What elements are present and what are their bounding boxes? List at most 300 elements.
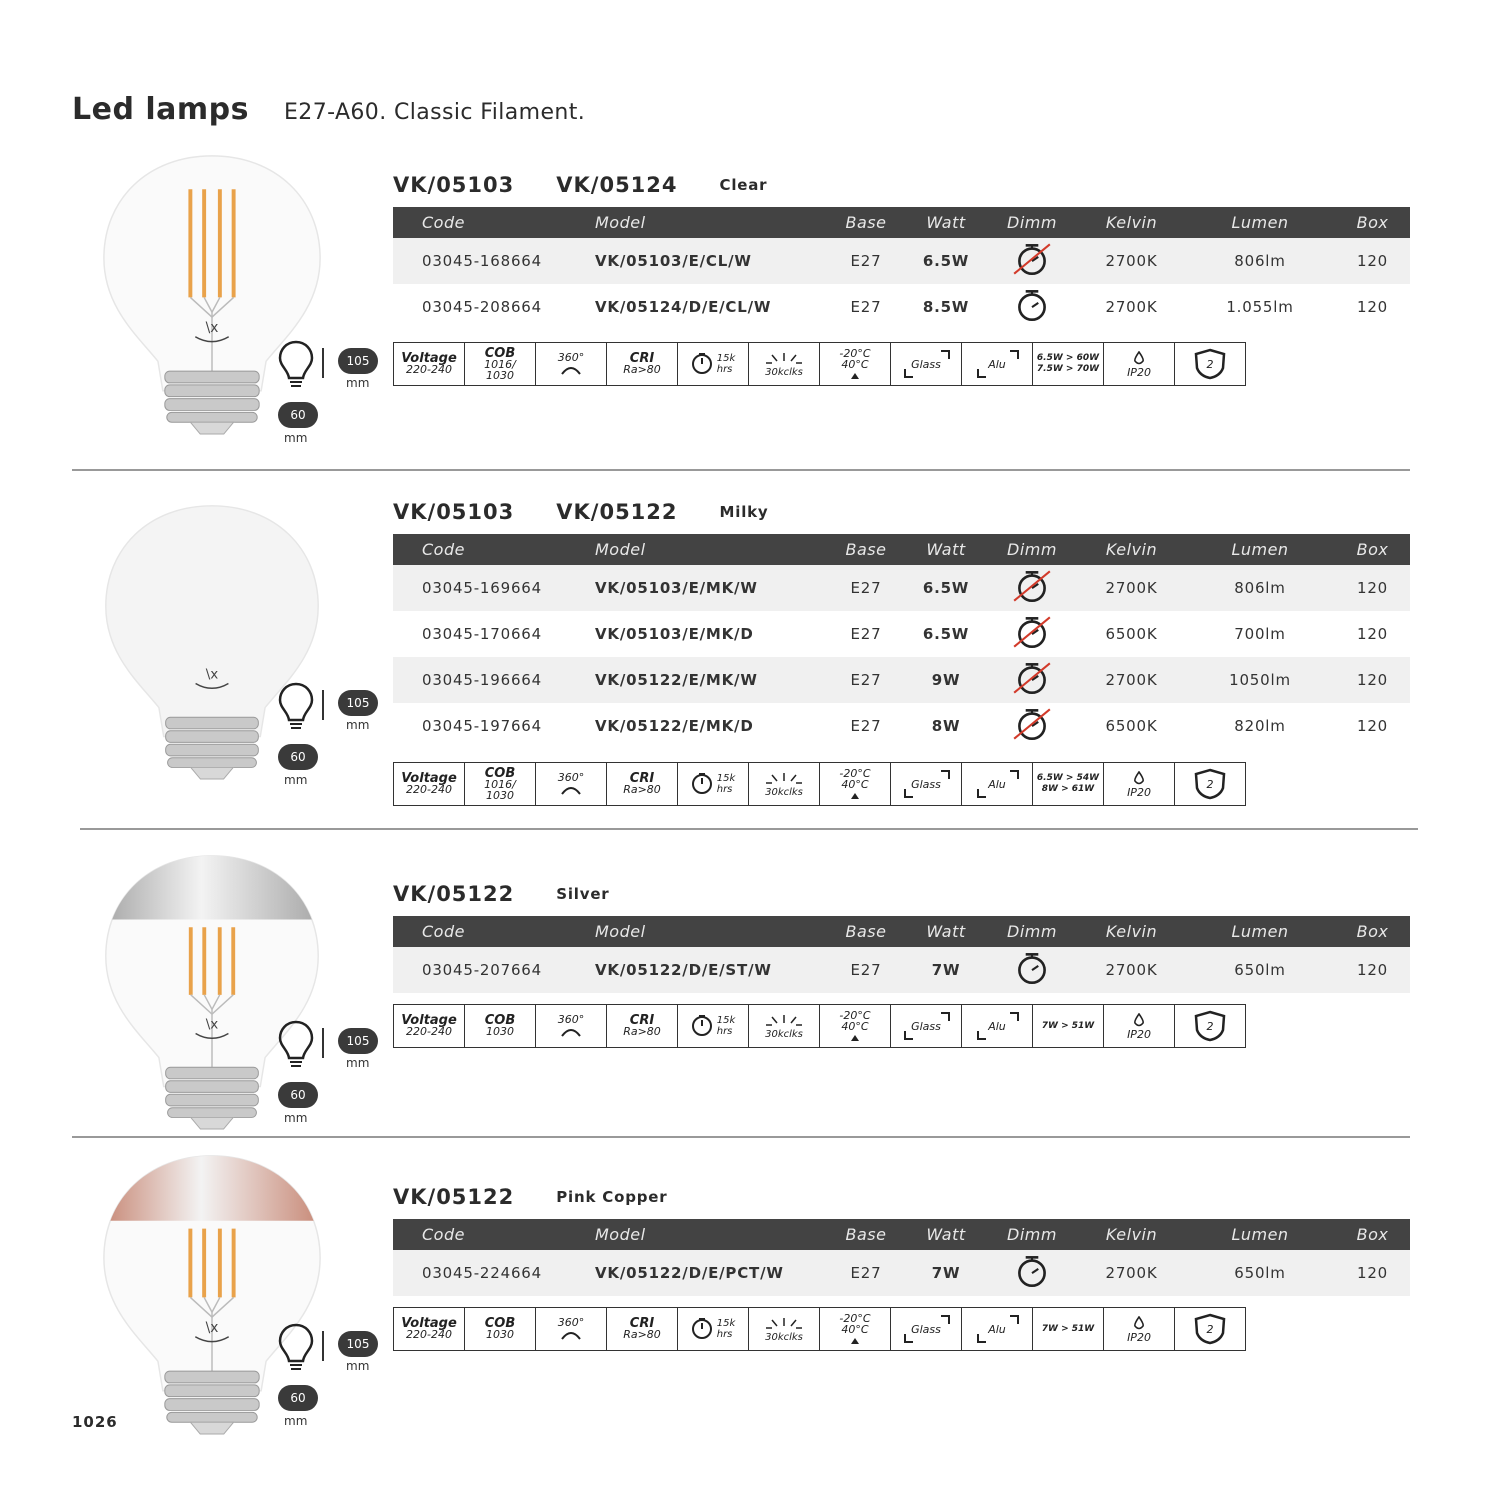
lifetime-unit: hrs [716, 784, 733, 795]
cell-lumen: 1.055lm [1226, 298, 1294, 316]
voltage-value: 220-240 [406, 1328, 452, 1341]
feature-voltage [394, 1308, 465, 1350]
cell-kelvin: 6500K [1105, 625, 1158, 643]
column-header-lumen: Lumen [1185, 916, 1335, 947]
feature-strip [393, 762, 1246, 806]
column-header-dimm: Dimm [986, 916, 1078, 947]
model-code: VK/05124 [556, 173, 678, 197]
width-unit: mm [284, 1414, 308, 1428]
bulb-outline-icon [278, 682, 314, 730]
feature-switch-cycles [749, 1308, 820, 1350]
switch-cycles-value: 30kclks [765, 786, 803, 798]
cell-lumen: 700lm [1234, 625, 1286, 643]
glass-bracket-icon [891, 1308, 961, 1350]
equivalence-value: 7.5W > 70W [1036, 364, 1100, 374]
column-header-code: Code [393, 1219, 589, 1250]
cell-code: 03045-224664 [393, 1250, 589, 1296]
cri-label: CRI [629, 1316, 655, 1331]
beam-angle-icon [559, 363, 583, 377]
width-unit: mm [284, 773, 308, 787]
page-number: 1026 [72, 1413, 118, 1431]
energy-class-value: 2 [1206, 1019, 1214, 1033]
beam-angle-icon [559, 783, 583, 797]
column-header-model: Model [589, 207, 826, 238]
cell-box: 120 [1356, 625, 1389, 643]
feature-switch-cycles [749, 343, 820, 385]
table-header-row [393, 1219, 1410, 1250]
cell-model: VK/05122/E/MK/D [595, 717, 754, 735]
dimm-cell [986, 611, 1078, 657]
temp-low: -20°C [839, 1008, 871, 1022]
cell-model: VK/05124/D/E/CL/W [595, 298, 772, 316]
beam-angle-value: 360° [557, 350, 585, 364]
cell-lumen: 806lm [1185, 565, 1335, 611]
model-code: VK/05122 [393, 1185, 515, 1209]
alu-label: Alu [988, 777, 1006, 791]
cell-kelvin: 6500K [1105, 717, 1158, 735]
feature-cob [465, 1005, 536, 1047]
temp-high: 40°C [841, 777, 869, 791]
equivalence-value: 8W > 61W [1041, 784, 1095, 794]
temperature-arrows-icon [850, 790, 860, 801]
energy-class-value: 2 [1206, 1322, 1214, 1336]
glass-label: Glass [911, 777, 941, 791]
cri-value: Ra>80 [623, 783, 661, 796]
feature-switch-cycles [749, 763, 820, 805]
model-code: VK/05103 [393, 500, 515, 524]
glass-label: Glass [911, 1322, 941, 1336]
equivalence-value: 7W > 51W [1041, 1323, 1095, 1334]
feature-equivalence [1033, 1308, 1104, 1350]
cell-box: 120 [1335, 1250, 1410, 1296]
lifetime-text [717, 1015, 736, 1037]
cell-model: VK/05103/E/MK/W [589, 565, 826, 611]
lifetime-unit: hrs [716, 1026, 733, 1037]
cell-model: VK/05122/D/E/ST/W [589, 947, 826, 993]
beam-angle-value: 360° [557, 1315, 585, 1329]
voltage-label: Voltage [401, 771, 457, 786]
feature-beam-angle [536, 763, 607, 805]
column-header-dimm: Dimm [986, 534, 1078, 565]
ip-rating: IP20 [1127, 1027, 1151, 1041]
timer-icon [691, 1317, 713, 1341]
cell-box: 120 [1335, 238, 1410, 284]
feature-lifetime [678, 763, 749, 805]
not-dimmable-icon [1011, 262, 1053, 280]
dimm-cell [986, 657, 1078, 703]
glass-bracket-icon [891, 343, 961, 385]
column-header-kelvin: Kelvin [1078, 1219, 1185, 1250]
width-badge: 60 [278, 1082, 318, 1108]
temp-high: 40°C [841, 357, 869, 371]
cell-watt: 6.5W [922, 625, 970, 643]
switch-cycles-icon [764, 1013, 804, 1029]
column-header-kelvin: Kelvin [1078, 207, 1185, 238]
temperature-arrows-icon [850, 1335, 860, 1346]
feature-strip [393, 1307, 1246, 1351]
table-header-row [393, 534, 1410, 565]
column-header-base: Base [826, 916, 906, 947]
page-subtitle: E27-A60. Classic Filament. [284, 100, 586, 125]
spec-table [393, 916, 1410, 993]
dimension-badges [270, 340, 390, 460]
cell-code: 03045-169664 [393, 565, 589, 611]
voltage-value: 220-240 [406, 1025, 452, 1038]
not-dimmable-icon [1011, 727, 1053, 745]
cob-label: COB [484, 1316, 516, 1331]
bulb-outline-icon [278, 1323, 314, 1371]
feature-lifetime [678, 343, 749, 385]
spec-table [393, 534, 1410, 749]
bulb-outline-icon [278, 1020, 314, 1068]
cell-base: E27 [826, 1250, 906, 1296]
column-header-watt: Watt [906, 1219, 986, 1250]
cob-value: 1016/ 1030 [484, 777, 516, 802]
feature-cob [465, 1308, 536, 1350]
switch-cycles-value: 30kclks [765, 366, 803, 378]
beam-angle-value: 360° [557, 1012, 585, 1026]
feature-temperature [820, 1005, 891, 1047]
equivalence-value: 7W > 51W [1041, 1020, 1095, 1031]
cell-model: VK/05122/E/MK/W [589, 657, 826, 703]
alu-bracket-icon [962, 1005, 1032, 1047]
model-variant: Clear [719, 176, 768, 194]
feature-voltage [394, 343, 465, 385]
lifetime-text [717, 773, 736, 795]
table-row [393, 611, 1410, 657]
svg-text:\x: \x [205, 1016, 219, 1033]
column-header-lumen: Lumen [1185, 207, 1335, 238]
column-header-base: Base [826, 1219, 906, 1250]
cell-kelvin: 2700K [1078, 657, 1185, 703]
column-header-model: Model [589, 916, 826, 947]
alu-label: Alu [988, 357, 1006, 371]
timer-icon [691, 352, 713, 376]
feature-energy-class [1175, 1308, 1245, 1350]
cob-label: COB [484, 1013, 516, 1028]
cell-box: 120 [1356, 298, 1389, 316]
cob-label: COB [484, 345, 516, 361]
feature-temperature [820, 343, 891, 385]
not-dimmable-icon [1011, 635, 1053, 653]
equivalence-value: 6.5W > 60W [1036, 353, 1100, 363]
water-drop-icon [1133, 351, 1145, 367]
lifetime-text [717, 1318, 736, 1340]
cell-base: E27 [826, 657, 906, 703]
temp-low: -20°C [839, 1311, 871, 1325]
cri-value: Ra>80 [623, 363, 661, 376]
feature-alu [962, 1005, 1033, 1047]
page-title: Led lamps [72, 92, 249, 127]
cell-watt: 7W [906, 947, 986, 993]
glass-label: Glass [911, 1019, 941, 1033]
equivalence-value: 6.5W > 54W [1036, 773, 1100, 783]
dimmable-icon [1011, 308, 1053, 326]
cell-watt: 7W [906, 1250, 986, 1296]
cell-lumen: 650lm [1185, 1250, 1335, 1296]
beam-angle-value: 360° [557, 770, 585, 784]
cell-base: E27 [826, 565, 906, 611]
cell-model: VK/05103/E/MK/D [595, 625, 754, 643]
cri-label: CRI [629, 1013, 655, 1028]
bulb-outline-icon [278, 340, 314, 388]
cob-label: COB [484, 765, 516, 781]
table-row [393, 657, 1410, 703]
dimm-cell [986, 947, 1078, 993]
column-header-box: Box [1335, 1219, 1410, 1250]
cob-value: 1016/ 1030 [484, 357, 516, 382]
dimmable-icon [1011, 1274, 1053, 1292]
feature-beam-angle [536, 1308, 607, 1350]
cell-watt: 8.5W [922, 298, 970, 316]
temperature-arrows-icon [850, 370, 860, 381]
ip-rating: IP20 [1127, 365, 1151, 379]
dimm-cell [986, 565, 1078, 611]
alu-bracket-icon [962, 1308, 1032, 1350]
section-divider [80, 828, 1418, 830]
feature-equivalence [1033, 1005, 1104, 1047]
column-header-kelvin: Kelvin [1078, 534, 1185, 565]
feature-switch-cycles [749, 1005, 820, 1047]
timer-icon [691, 772, 713, 796]
feature-strip [393, 342, 1246, 386]
cell-lumen: 1050lm [1185, 657, 1335, 703]
dimension-badges [270, 1323, 390, 1443]
cell-lumen: 806lm [1185, 238, 1335, 284]
table-header-row [393, 916, 1410, 947]
alu-label: Alu [988, 1019, 1006, 1033]
model-code: VK/05103 [393, 173, 515, 197]
height-unit: mm [346, 1056, 370, 1070]
cell-watt: 6.5W [906, 565, 986, 611]
feature-lifetime [678, 1308, 749, 1350]
feature-ip [1104, 763, 1175, 805]
cell-kelvin: 2700K [1078, 1250, 1185, 1296]
column-header-lumen: Lumen [1185, 1219, 1335, 1250]
dimm-cell [986, 703, 1078, 749]
dimm-cell [986, 284, 1078, 330]
feature-ip [1104, 1005, 1175, 1047]
cell-code: 03045-170664 [422, 625, 542, 643]
height-badge: 105 [338, 690, 378, 716]
column-header-watt: Watt [906, 207, 986, 238]
height-badge: 105 [338, 1028, 378, 1054]
lifetime-unit: hrs [716, 364, 733, 375]
dimm-cell [986, 1250, 1078, 1296]
energy-class-value: 2 [1206, 357, 1214, 371]
feature-alu [962, 763, 1033, 805]
cell-box: 120 [1335, 565, 1410, 611]
model-variant: Milky [719, 503, 769, 521]
not-dimmable-icon [1011, 681, 1053, 699]
dimm-cell [986, 238, 1078, 284]
cell-lumen: 650lm [1185, 947, 1335, 993]
energy-class-value: 2 [1206, 777, 1214, 791]
model-heading [393, 500, 769, 524]
lifetime-value: 15k [716, 773, 736, 784]
width-unit: mm [284, 431, 308, 445]
beam-angle-icon [559, 1328, 583, 1342]
feature-cri [607, 343, 678, 385]
feature-glass [891, 343, 962, 385]
dimension-separator [322, 690, 324, 720]
width-badge: 60 [278, 1385, 318, 1411]
feature-glass [891, 1308, 962, 1350]
lifetime-unit: hrs [716, 1329, 733, 1340]
feature-equivalence [1033, 763, 1104, 805]
cell-kelvin: 2700K [1105, 298, 1158, 316]
column-header-code: Code [393, 207, 589, 238]
table-row [393, 947, 1410, 993]
cell-watt: 9W [906, 657, 986, 703]
voltage-label: Voltage [401, 1316, 457, 1331]
model-code: VK/05122 [393, 882, 515, 906]
cell-code: 03045-208664 [422, 298, 542, 316]
feature-cri [607, 1308, 678, 1350]
dimension-badges [270, 1020, 390, 1140]
feature-alu [962, 1308, 1033, 1350]
height-unit: mm [346, 718, 370, 732]
cell-code: 03045-168664 [393, 238, 589, 284]
water-drop-icon [1133, 1316, 1145, 1332]
cell-kelvin: 2700K [1078, 947, 1185, 993]
column-header-model: Model [589, 1219, 826, 1250]
feature-ip [1104, 343, 1175, 385]
beam-angle-icon [559, 1025, 583, 1039]
spec-table [393, 1219, 1410, 1296]
glass-bracket-icon [891, 763, 961, 805]
cri-label: CRI [629, 771, 655, 786]
table-row [393, 1250, 1410, 1296]
column-header-dimm: Dimm [986, 1219, 1078, 1250]
feature-temperature [820, 1308, 891, 1350]
spec-table [393, 207, 1410, 330]
height-badge: 105 [338, 1331, 378, 1357]
column-header-watt: Watt [906, 916, 986, 947]
water-drop-icon [1133, 771, 1145, 787]
ip-rating: IP20 [1127, 785, 1151, 799]
cell-base: E27 [850, 298, 882, 316]
column-header-kelvin: Kelvin [1078, 916, 1185, 947]
feature-strip [393, 1004, 1246, 1048]
voltage-label: Voltage [401, 1013, 457, 1028]
feature-cri [607, 1005, 678, 1047]
height-badge: 105 [338, 348, 378, 374]
feature-equivalence [1033, 343, 1104, 385]
cell-lumen: 820lm [1234, 717, 1286, 735]
width-badge: 60 [278, 744, 318, 770]
width-unit: mm [284, 1111, 308, 1125]
feature-voltage [394, 1005, 465, 1047]
feature-cob [465, 763, 536, 805]
voltage-label: Voltage [401, 351, 457, 366]
switch-cycles-icon [764, 771, 804, 787]
lifetime-value: 15k [716, 353, 736, 364]
column-header-base: Base [826, 207, 906, 238]
cell-kelvin: 2700K [1078, 565, 1185, 611]
feature-energy-class [1175, 763, 1245, 805]
table-row [393, 284, 1410, 330]
model-variant: Silver [556, 885, 610, 903]
dimension-separator [322, 1331, 324, 1361]
alu-bracket-icon [962, 763, 1032, 805]
cell-model: VK/05122/D/E/PCT/W [589, 1250, 826, 1296]
switch-cycles-icon [764, 1316, 804, 1332]
ip-rating: IP20 [1127, 1330, 1151, 1344]
switch-cycles-icon [764, 351, 804, 367]
dimension-separator [322, 1028, 324, 1058]
dimension-separator [322, 348, 324, 378]
column-header-box: Box [1335, 916, 1410, 947]
feature-lifetime [678, 1005, 749, 1047]
timer-icon [691, 1014, 713, 1038]
glass-label: Glass [911, 357, 941, 371]
feature-energy-class [1175, 343, 1245, 385]
feature-energy-class [1175, 1005, 1245, 1047]
voltage-value: 220-240 [406, 783, 452, 796]
model-heading [393, 173, 767, 197]
feature-beam-angle [536, 1005, 607, 1047]
cell-model: VK/05103/E/CL/W [589, 238, 826, 284]
model-heading [393, 882, 610, 906]
section-divider [72, 469, 1410, 471]
cell-base: E27 [826, 238, 906, 284]
alu-bracket-icon [962, 343, 1032, 385]
temperature-arrows-icon [850, 1032, 860, 1043]
cell-watt: 6.5W [906, 238, 986, 284]
feature-cob [465, 343, 536, 385]
cell-code: 03045-197664 [422, 717, 542, 735]
cell-box: 120 [1356, 717, 1389, 735]
cob-value: 1030 [486, 1025, 514, 1038]
not-dimmable-icon [1011, 589, 1053, 607]
feature-voltage [394, 763, 465, 805]
column-header-base: Base [826, 534, 906, 565]
water-drop-icon [1133, 1013, 1145, 1029]
model-variant: Pink Copper [556, 1188, 668, 1206]
table-row [393, 238, 1410, 284]
table-header-row [393, 207, 1410, 238]
column-header-box: Box [1335, 207, 1410, 238]
switch-cycles-value: 30kclks [765, 1331, 803, 1343]
height-unit: mm [346, 1359, 370, 1373]
feature-alu [962, 343, 1033, 385]
temp-high: 40°C [841, 1019, 869, 1033]
lifetime-value: 15k [716, 1015, 736, 1026]
cri-label: CRI [629, 351, 655, 366]
svg-text:\x: \x [205, 666, 219, 683]
feature-cri [607, 763, 678, 805]
cell-base: E27 [826, 947, 906, 993]
lifetime-value: 15k [716, 1318, 736, 1329]
cell-base: E27 [850, 625, 882, 643]
cell-box: 120 [1335, 947, 1410, 993]
temp-low: -20°C [839, 766, 871, 780]
cri-value: Ra>80 [623, 1328, 661, 1341]
column-header-code: Code [393, 916, 589, 947]
glass-bracket-icon [891, 1005, 961, 1047]
alu-label: Alu [988, 1322, 1006, 1336]
switch-cycles-value: 30kclks [765, 1028, 803, 1040]
table-row [393, 703, 1410, 749]
temp-high: 40°C [841, 1322, 869, 1336]
cell-base: E27 [850, 717, 882, 735]
column-header-model: Model [589, 534, 826, 565]
temp-low: -20°C [839, 346, 871, 360]
dimension-badges [270, 682, 390, 802]
cell-code: 03045-196664 [393, 657, 589, 703]
cell-box: 120 [1335, 657, 1410, 703]
